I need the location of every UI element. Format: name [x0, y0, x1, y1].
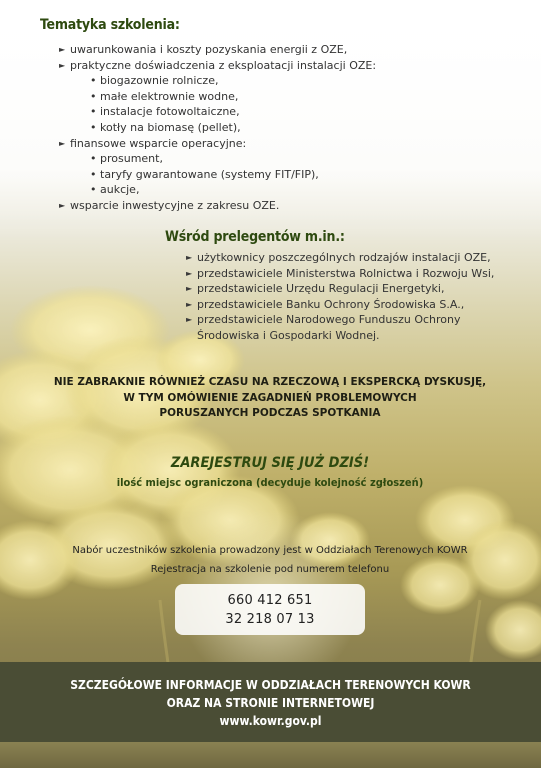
dot-bullet-icon: •: [90, 152, 97, 166]
dot-bullet-icon: •: [90, 89, 97, 103]
sub-item: [90, 89, 376, 105]
discussion-line: W TYM OMÓWIENIE ZAGADNIEŃ PROBLEMOWYCH: [123, 391, 417, 404]
arrow-bullet-icon: ►: [186, 253, 193, 262]
recruitment-info: [40, 541, 500, 579]
limited-seats-note: ilość miejsc ograniczona (decyduje kolejność zgłoszeń): [116, 476, 424, 489]
sub-item-text: kotły na biomasę (pellet),: [100, 120, 241, 134]
arrow-bullet-icon: ►: [186, 315, 193, 325]
discussion-line: PORUSZANYCH PODCZAS SPOTKANIA: [159, 407, 381, 419]
topics-list: [59, 42, 376, 214]
sub-item-text: taryfy gwarantowane (systemy FIT/FIP),: [100, 167, 319, 181]
speakers-heading: Wśród prelegentów m.in.:: [165, 229, 345, 245]
list-item: [186, 312, 516, 343]
topics-heading: Tematyka szkolenia:: [40, 17, 180, 33]
phone-box: [175, 584, 365, 635]
arrow-bullet-icon: ►: [59, 200, 66, 210]
dot-bullet-icon: •: [90, 105, 97, 119]
phone-number[interactable]: 32 218 07 13: [225, 612, 315, 627]
topic-text: praktyczne doświadczenia z eksploatacji instalacji OZE:: [70, 58, 377, 72]
arrow-bullet-icon: ►: [59, 138, 66, 148]
speaker-text: przedstawiciele Urzędu Regulacji Energetyki,: [197, 282, 445, 296]
sub-item-text: biogazownie rolnicze,: [100, 74, 219, 88]
sub-item: [90, 120, 376, 136]
list-item: [186, 281, 516, 297]
dot-bullet-icon: •: [90, 74, 97, 88]
sub-item-text: aukcje,: [100, 183, 140, 197]
sub-item-text: prosument,: [100, 152, 163, 166]
list-item: [59, 58, 376, 136]
sub-item: [90, 104, 376, 120]
sub-item: [90, 182, 376, 198]
list-item: [59, 198, 376, 214]
sub-item: [90, 151, 376, 167]
list-item: [186, 266, 516, 282]
website-link[interactable]: www.kowr.gov.pl: [219, 714, 322, 728]
register-title: ZAREJESTRUJ SIĘ JUŻ DZIŚ!: [170, 455, 370, 471]
list-item: [186, 297, 516, 313]
recruitment-line: Nabór uczestników szkolenia prowadzony jest w Oddziałach Terenowych KOWR: [72, 545, 468, 556]
footer-line: SZCZEGÓŁOWE INFORMACJE W ODDZIAŁACH TERENOWYCH KOWR: [70, 678, 471, 692]
discussion-line: NIE ZABRAKNIE RÓWNIEŻ CZASU NA RZECZOWĄ I EKSPERCKĄ DYSKUSJĘ,: [53, 376, 487, 388]
registration-line: Rejestracja na szkolenie pod numerem telefonu: [150, 564, 390, 575]
speaker-text: przedstawiciele Narodowego Funduszu Ochrony Środowiska i Gospodarki Wodnej.: [197, 313, 461, 342]
footer-line: ORAZ NA STRONIE INTERNETOWEJ: [166, 696, 375, 710]
topic-text: uwarunkowania i koszty pozyskania energii z OZE,: [70, 43, 348, 56]
arrow-bullet-icon: ►: [186, 268, 193, 278]
arrow-bullet-icon: ►: [186, 299, 193, 309]
list-item: [59, 136, 376, 198]
sub-list: [70, 73, 376, 135]
dot-bullet-icon: •: [90, 167, 97, 181]
sub-list: [70, 151, 376, 198]
phone-number[interactable]: 660 412 651: [227, 593, 313, 608]
list-item: [186, 250, 516, 266]
list-item: [59, 42, 376, 58]
sub-item-text: instalacje fotowoltaiczne,: [100, 105, 240, 119]
dot-bullet-icon: •: [90, 120, 97, 134]
arrow-bullet-icon: ►: [59, 60, 66, 70]
topic-text: wsparcie inwestycyjne z zakresu OZE.: [70, 198, 280, 212]
topic-text: finansowe wsparcie operacyjne:: [70, 136, 247, 150]
arrow-bullet-icon: ►: [59, 45, 66, 54]
bottom-strip: [0, 742, 541, 768]
footer-band: [0, 662, 541, 742]
speaker-text: przedstawiciele Ministerstwa Rolnictwa i Rozwoju Wsi,: [197, 266, 495, 280]
dot-bullet-icon: •: [90, 183, 97, 197]
speaker-text: przedstawiciele Banku Ochrony Środowiska S.A.,: [197, 297, 465, 311]
speakers-list: [186, 250, 516, 344]
speaker-text: użytkownicy poszczególnych rodzajów instalacji OZE,: [197, 251, 491, 264]
sub-item: [90, 167, 376, 183]
sub-item: [90, 73, 376, 89]
arrow-bullet-icon: ►: [186, 284, 193, 294]
sub-item-text: małe elektrownie wodne,: [100, 89, 239, 103]
discussion-notice: [40, 375, 500, 422]
